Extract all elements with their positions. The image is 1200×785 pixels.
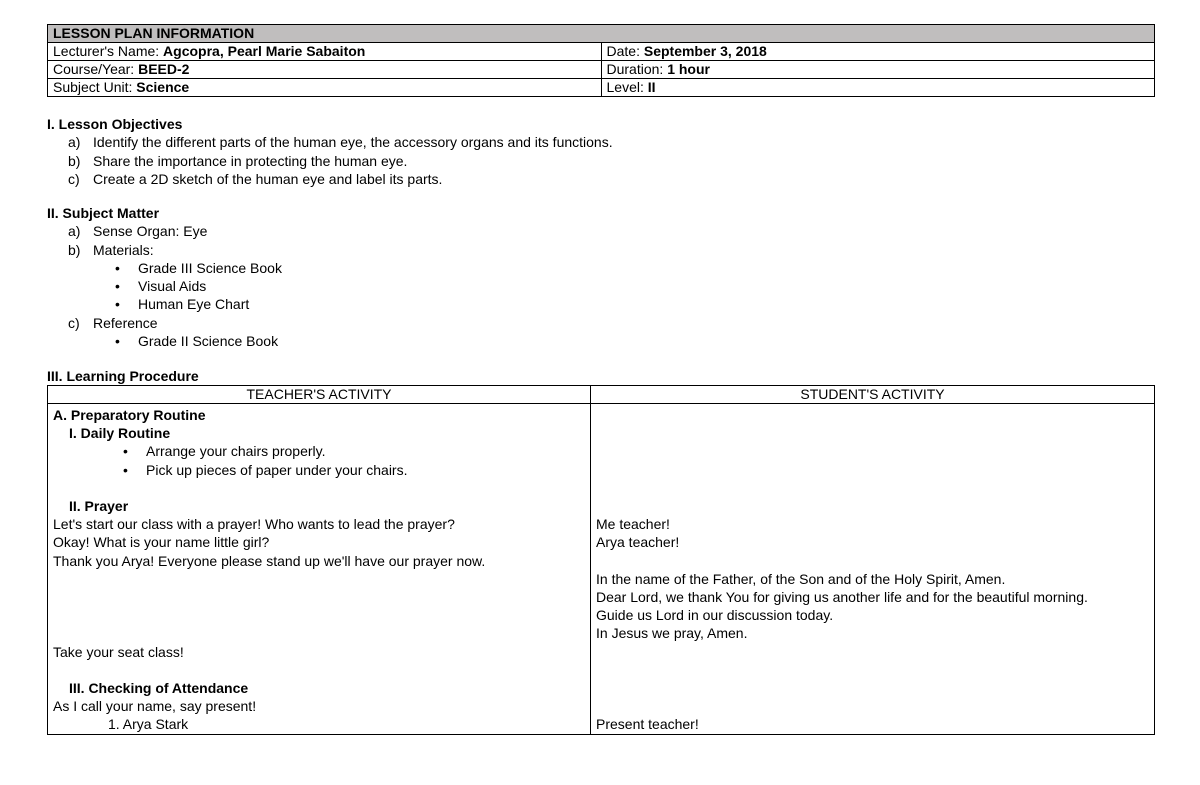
- subject-matter-title: II. Subject Matter: [47, 205, 160, 221]
- lecturer-cell: [48, 43, 602, 61]
- subject-matter-section: [47, 204, 1155, 350]
- prayer-line: Okay! What is your name little girl?: [53, 534, 270, 551]
- bullet-icon: •: [115, 296, 120, 313]
- material-text: Visual Aids: [138, 278, 207, 295]
- student-prayer-line: Dear Lord, we thank You for giving us another life and for the beautiful morning.: [596, 588, 1088, 605]
- course-label: Course/Year:: [53, 61, 139, 77]
- material-text: Grade III Science Book: [138, 259, 282, 276]
- lesson-objectives-section: [47, 115, 1155, 188]
- date-value: September 3, 2018: [643, 43, 767, 59]
- bullet-icon: •: [115, 259, 120, 276]
- duration-label: Duration:: [606, 61, 668, 77]
- subject-value: Science: [136, 79, 190, 95]
- learning-procedure-table: [47, 385, 1155, 735]
- objective-text: Identify the different parts of the human eye, the accessory organs and its functions.: [93, 134, 613, 151]
- objective-marker: b): [68, 152, 81, 169]
- reference-book-text: Grade II Science Book: [138, 333, 279, 350]
- procedure-title: III. Learning Procedure: [47, 368, 199, 384]
- materials-marker: b): [68, 241, 81, 258]
- subject-cell: [48, 79, 602, 97]
- objective-item: [47, 170, 1155, 188]
- lecturer-value: Agcopra, Pearl Marie Sabaiton: [163, 43, 366, 59]
- student-response: Present teacher!: [596, 716, 699, 733]
- daily-routine-title: I. Daily Routine: [69, 425, 171, 442]
- level-cell: [601, 79, 1155, 97]
- objective-text: Create a 2D sketch of the human eye and label its parts.: [93, 170, 443, 187]
- material-bullet: [47, 295, 1155, 313]
- student-activity-cell: [591, 404, 1155, 735]
- attendance-intro: As I call your name, say present!: [53, 698, 257, 715]
- objectives-title: I. Lesson Objectives: [47, 116, 183, 132]
- bullet-icon: •: [115, 333, 120, 350]
- student-prayer-line: Guide us Lord in our discussion today.: [596, 607, 834, 624]
- attendance-item: 1. Arya Stark: [108, 716, 189, 733]
- material-text: Human Eye Chart: [138, 296, 250, 313]
- date-cell: [601, 43, 1155, 61]
- materials-item: [47, 241, 1155, 259]
- duration-cell: [601, 61, 1155, 79]
- objective-item: [47, 152, 1155, 170]
- student-activity-header: STUDENT'S ACTIVITY: [591, 386, 1155, 404]
- daily-routine-text: Arrange your chairs properly.: [146, 443, 326, 460]
- teacher-activity-cell: [48, 404, 591, 735]
- take-seat-line: Take your seat class!: [53, 643, 184, 660]
- lecturer-label: Lecturer's Name:: [53, 43, 164, 59]
- level-value: II: [647, 79, 656, 95]
- subject-label: Subject Unit:: [53, 79, 137, 95]
- material-bullet: [47, 277, 1155, 295]
- daily-routine-item: [53, 461, 585, 479]
- reference-marker: c): [68, 314, 80, 331]
- attendance-title: III. Checking of Attendance: [69, 679, 249, 696]
- student-response: Me teacher!: [596, 516, 670, 533]
- prayer-title: II. Prayer: [69, 498, 129, 514]
- daily-routine-item: [53, 442, 585, 460]
- bullet-icon: •: [123, 461, 128, 478]
- daily-routine-text: Pick up pieces of paper under your chairs.: [146, 461, 408, 478]
- level-label: Level:: [606, 79, 648, 95]
- student-prayer-line: In Jesus we pray, Amen.: [596, 625, 748, 642]
- reference-item: [47, 314, 1155, 332]
- bullet-icon: •: [123, 443, 128, 460]
- reference-bullet: [47, 332, 1155, 350]
- duration-value: 1 hour: [667, 61, 710, 77]
- course-cell: [48, 61, 602, 79]
- sense-organ-marker: a): [68, 223, 81, 240]
- objective-item: [47, 133, 1155, 151]
- material-bullet: [47, 259, 1155, 277]
- course-value: BEED-2: [138, 61, 190, 77]
- info-header: LESSON PLAN INFORMATION: [48, 25, 1155, 43]
- prayer-line: Let's start our class with a prayer! Who wants to lead the prayer?: [53, 516, 455, 533]
- prayer-line: Thank you Arya! Everyone please stand up we'll have our prayer now.: [53, 552, 486, 569]
- date-label: Date:: [606, 43, 644, 59]
- sense-organ-text: Sense Organ: Eye: [93, 223, 208, 240]
- lesson-plan-info-table: [47, 24, 1155, 97]
- reference-text: Reference: [93, 314, 158, 331]
- learning-procedure-section: [47, 367, 1155, 385]
- student-prayer-line: In the name of the Father, of the Son and of the Holy Spirit, Amen.: [596, 570, 1006, 587]
- materials-text: Materials:: [93, 241, 154, 258]
- teacher-activity-header: TEACHER'S ACTIVITY: [48, 386, 591, 404]
- objective-marker: c): [68, 170, 80, 187]
- objective-marker: a): [68, 134, 81, 151]
- objective-text: Share the importance in protecting the human eye.: [93, 152, 408, 169]
- bullet-icon: •: [115, 278, 120, 295]
- sense-organ-item: [47, 222, 1155, 240]
- preparatory-routine-title: A. Preparatory Routine: [53, 407, 206, 423]
- student-response: Arya teacher!: [596, 534, 680, 551]
